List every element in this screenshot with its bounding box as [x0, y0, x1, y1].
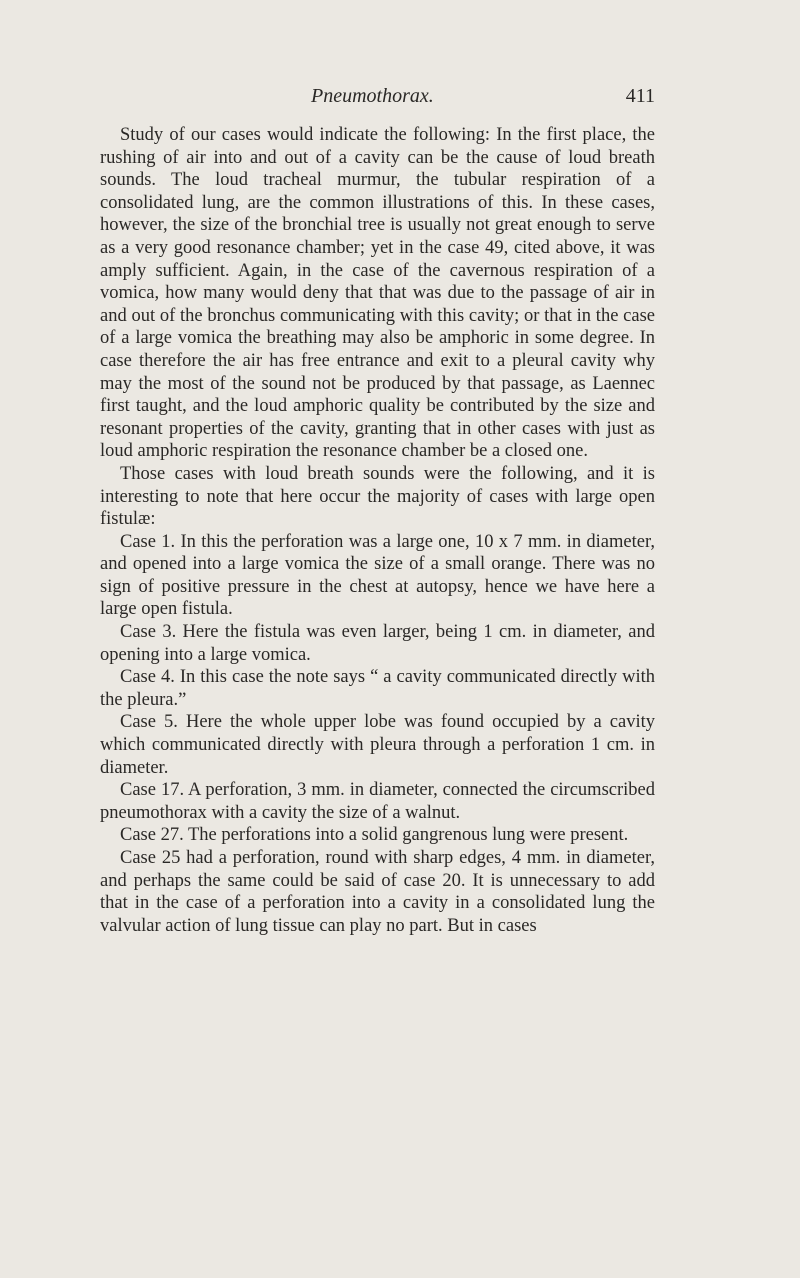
paragraph-case-5: Case 5. Here the whole upper lobe was found occupied by a cavity which communicated directly with pleura through a perforation 1 cm. in diameter.	[100, 712, 655, 778]
paragraph-intro: Study of our cases would indicate the following: In the first place, the rushing of air into and out of a cavity can be the cause of loud breath sounds. The loud tracheal murmur, the tubular respiration of a consolidated lung, are the common illustrations of this. In these cases, however, the size of the bronchial tree is usually not great enough to serve as a very good resonance chamber; yet in the case 49, cited above, it was amply sufficient. Again, in the case of the cavernous respiration of a vomica, how many would deny that that was due to the passage of air in and out of the bronchus communicating with this cavity; or that in the case of a large vomica the breathing may also be amphoric in some degree. In case therefore the air has free entrance and exit to a pleural cavity why may the most of the sound not be produced by that passage, as Laennec first taught, and the loud amphoric quality be contributed by the size and resonant properties of the cavity, granting that in other cases with just as loud amphoric respiration the resonance chamber be a closed one.	[100, 125, 655, 462]
paragraph-case-27: Case 27. The perforations into a solid gangrenous lung were present.	[120, 825, 629, 846]
paragraph-list-intro: Those cases with loud breath sounds were the following, and it is interesting to note that here occur the majority of cases with large open fistulæ:	[100, 463, 655, 530]
page-header	[100, 85, 655, 115]
paragraph-case-1: Case 1. In this the perforation was a large one, 10 x 7 mm. in diameter, and opened into a large vomica the size of a small orange. There was no sign of positive pressure in the chest at autopsy, hence we have here a large open fistula.	[100, 531, 655, 620]
paragraph-case-25: Case 25 had a perforation, round with sharp edges, 4 mm. in diameter, and perhaps the same could be said of case 20. It is unnecessary to add that in the case of a perforation into a cavity in a consolidated lung the valvular action of lung tissue can play no part. But in cases	[100, 848, 655, 936]
running-title: Pneumothorax.	[311, 85, 434, 107]
body-text	[100, 124, 655, 937]
paragraph-case-4: Case 4. In this case the note says “ a cavity communicated directly with the pleura.”	[100, 667, 655, 710]
paragraph-case-17: Case 17. A perforation, 3 mm. in diameter, connected the circumscribed pneumothorax with a cavity the size of a walnut.	[100, 780, 655, 823]
page-number: 411	[625, 85, 655, 107]
paragraph-case-3: Case 3. Here the fistula was even larger, being 1 cm. in diameter, and opening into a large vomica.	[100, 622, 655, 665]
